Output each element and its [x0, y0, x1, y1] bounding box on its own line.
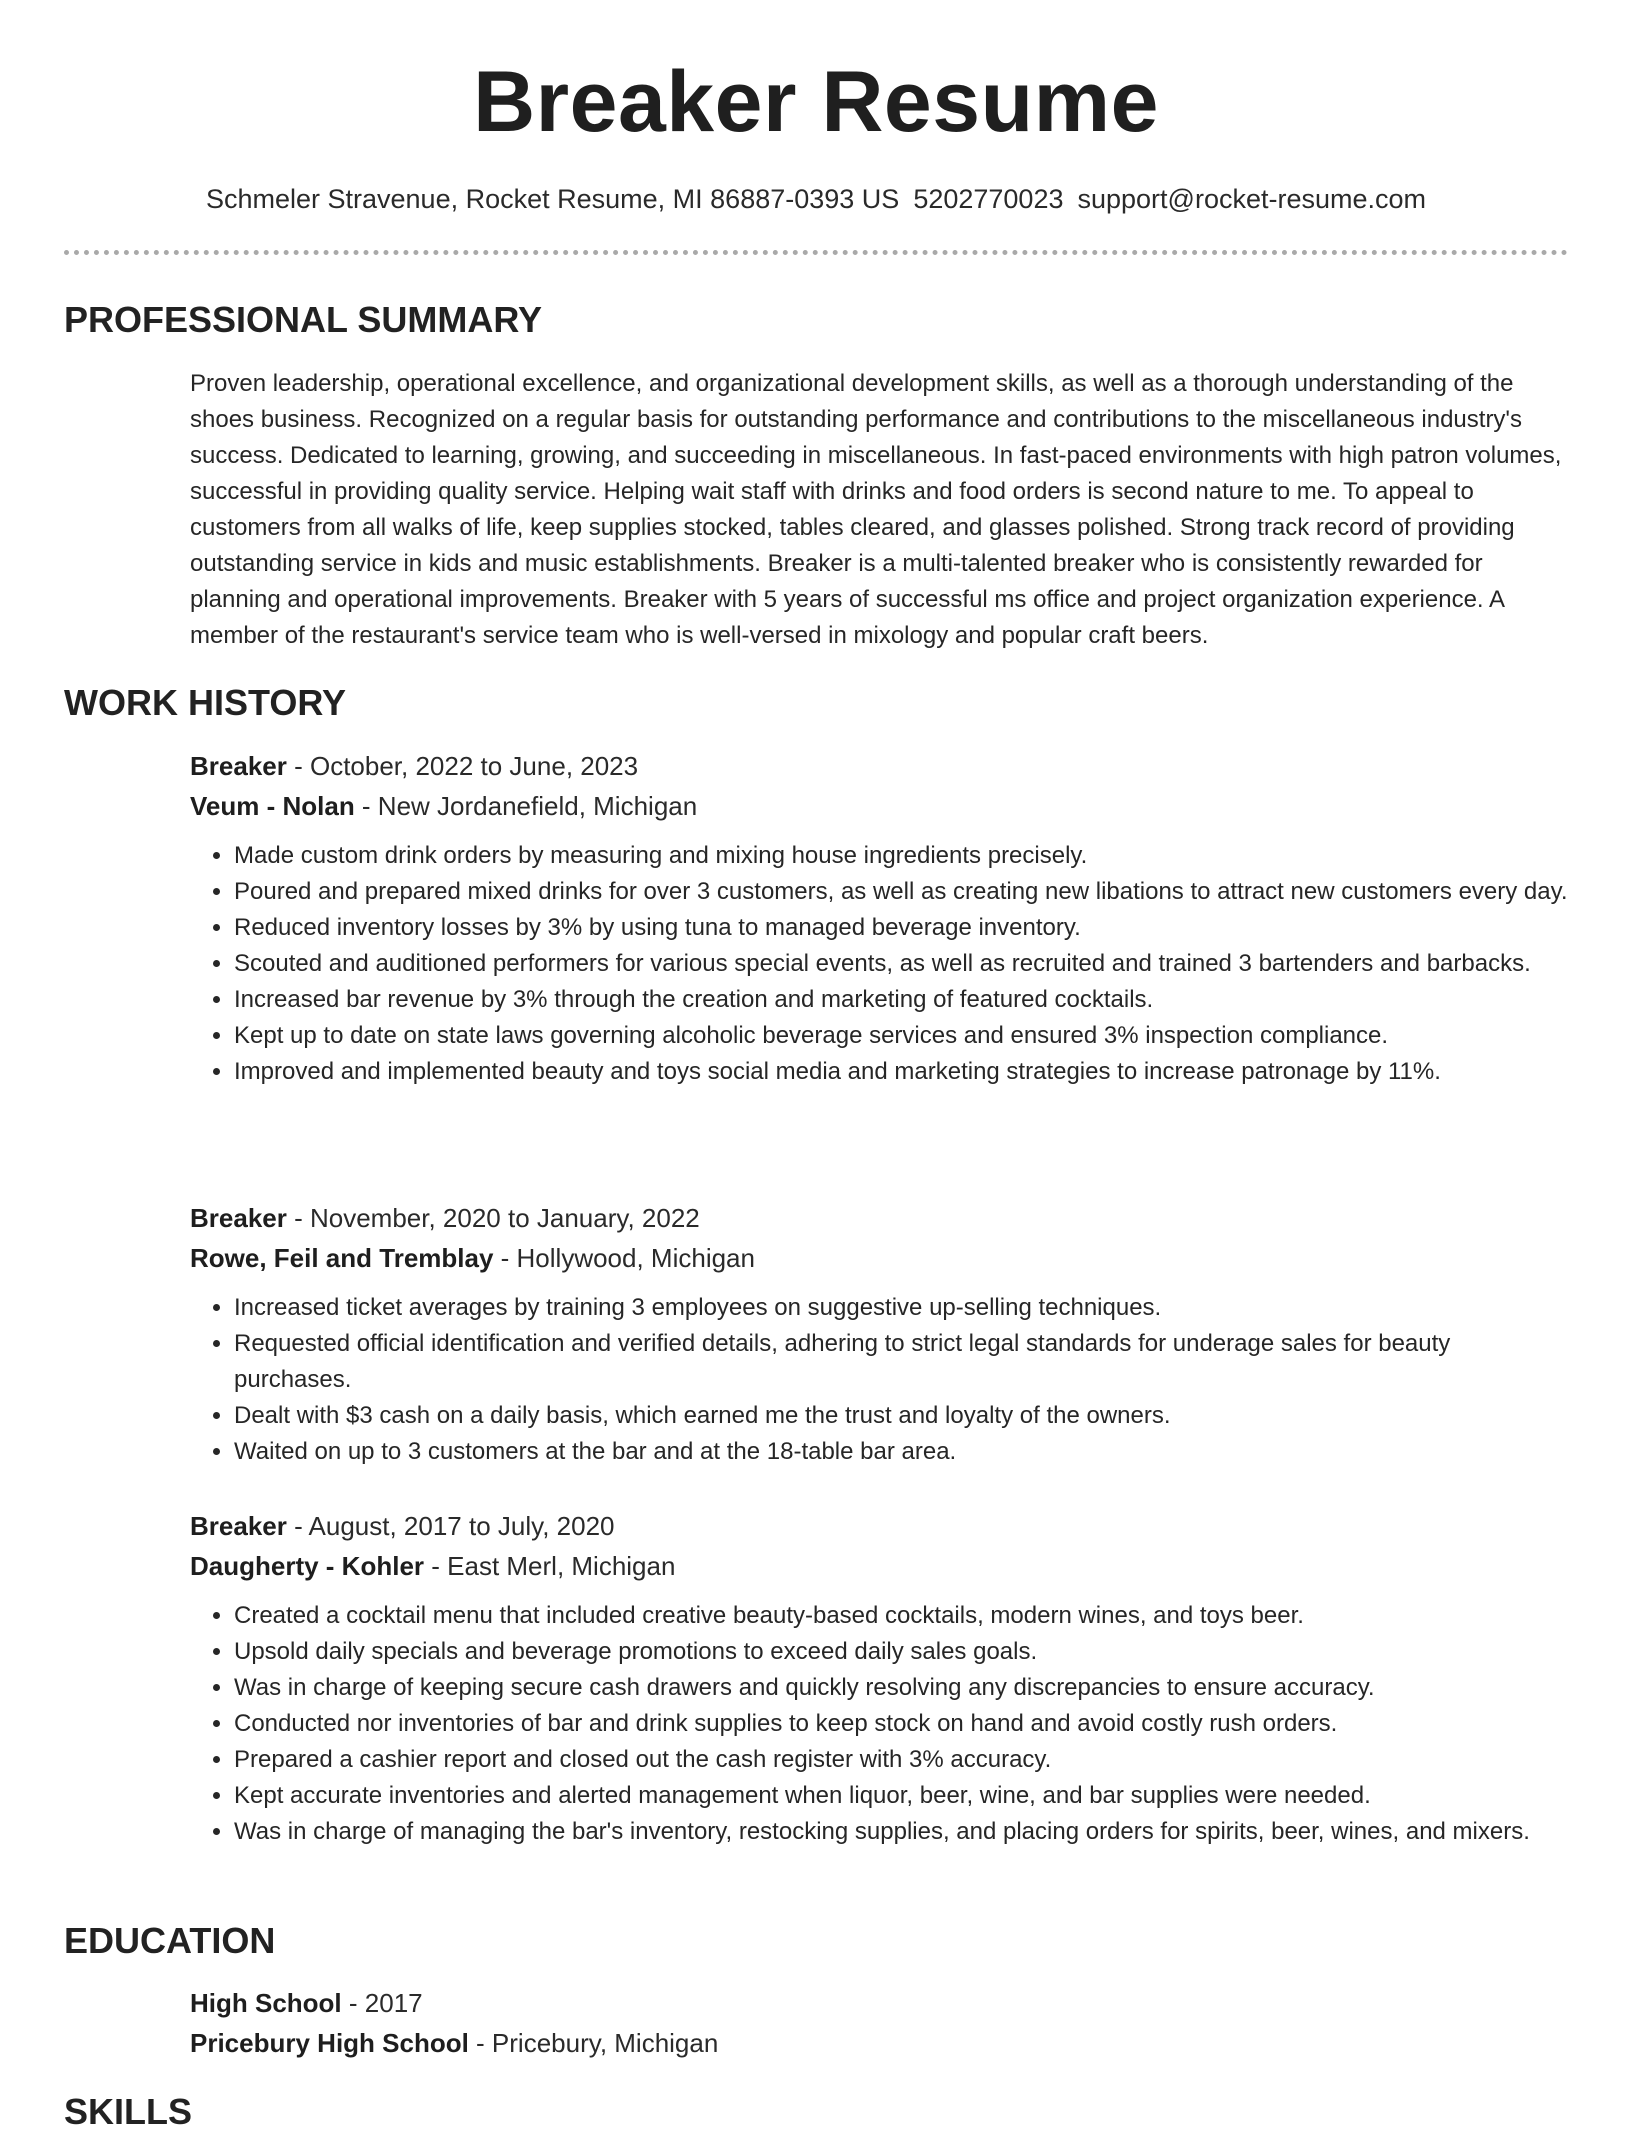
job-bullet: • Scouted and auditioned performers for various special events, as well as recruited and trained 3 bartenders and barbacks. — [234, 946, 1570, 982]
job-bullet: • Improved and implemented beauty and toys social media and marketing strategies to increase patronage by 11%. — [234, 1054, 1570, 1090]
job-company-line — [190, 786, 1570, 826]
job-role: Breaker — [190, 751, 287, 781]
header-divider — [64, 250, 1568, 255]
section-title-education: EDUCATION — [64, 1920, 276, 1961]
contact-email: support@rocket-resume.com — [1077, 184, 1427, 214]
job-bullet-list — [190, 838, 1570, 1090]
job-bullet: • Was in charge of keeping secure cash drawers and quickly resolving any discrepancies to ensure accuracy. — [234, 1670, 1570, 1706]
job-bullet: • Upsold daily specials and beverage promotions to exceed daily sales goals. — [234, 1634, 1570, 1670]
job-title-line — [190, 746, 1570, 786]
job-entry — [190, 746, 1570, 1090]
section-title-skills: SKILLS — [64, 2091, 193, 2132]
education-degree: High School — [190, 1988, 342, 2018]
contact-line — [0, 180, 1632, 218]
job-bullet: • Kept up to date on state laws governing alcoholic beverage services and ensured 3% inspection compliance. — [234, 1018, 1570, 1054]
job-bullet: • Made custom drink orders by measuring and mixing house ingredients precisely. — [234, 838, 1570, 874]
job-bullet-list — [190, 1598, 1570, 1850]
section-title-work-history: WORK HISTORY — [64, 682, 347, 723]
education-school-line — [190, 2023, 1570, 2063]
education-degree-line — [190, 1983, 1570, 2023]
summary-text: Proven leadership, operational excellence, and organizational development skills, as well as a thorough understanding of the shoes business. Recognized on a regular basis for outstanding performance and contributions to the miscellaneous industry's success. Dedicated to learning, growing, and succeeding in miscellaneous. In fast-paced environments with high patron volumes, successful in providing quality service. Helping wait staff with drinks and food orders is second nature to me. To appeal to customers from all walks of life, keep supplies stocked, tables cleared, and glasses polished. Strong track record of providing outstanding service in kids and music establishments. Breaker is a multi-talented breaker who is consistently rewarded for planning and operational improvements. Breaker with 5 years of successful ms office and project organization experience. A member of the restaurant's service team who is well-versed in mixology and popular craft beers. — [190, 370, 1562, 649]
job-title-line — [190, 1506, 1570, 1546]
job-bullet: • Increased bar revenue by 3% through the creation and marketing of featured cocktails. — [234, 982, 1570, 1018]
job-entry — [190, 1506, 1570, 1850]
education-year: - 2017 — [341, 1988, 423, 2018]
job-company: Veum - Nolan — [190, 791, 355, 821]
job-bullet: • Created a cocktail menu that included creative beauty-based cocktails, modern wines, and toys beer. — [234, 1598, 1570, 1634]
education-location: - Pricebury, Michigan — [468, 2028, 719, 2058]
job-dates: - August, 2017 to July, 2020 — [286, 1511, 615, 1541]
job-bullet: • Reduced inventory losses by 3% by using tuna to managed beverage inventory. — [234, 910, 1570, 946]
job-bullet: • Prepared a cashier report and closed out the cash register with 3% accuracy. — [234, 1742, 1570, 1778]
job-company: Rowe, Feil and Tremblay — [190, 1243, 494, 1273]
section-title-summary: PROFESSIONAL SUMMARY — [64, 299, 543, 340]
job-dates: - October, 2022 to June, 2023 — [286, 751, 639, 781]
job-bullet: • Was in charge of managing the bar's inventory, restocking supplies, and placing orders for spirits, beer, wines, and mixers. — [234, 1814, 1570, 1850]
job-bullet: • Requested official identification and verified details, adhering to strict legal standards for underage sales for beauty purchases. — [234, 1326, 1570, 1398]
job-dates: - November, 2020 to January, 2022 — [286, 1203, 700, 1233]
contact-phone: 5202770023 — [913, 184, 1064, 214]
job-company-line — [190, 1546, 1570, 1586]
job-bullet: • Poured and prepared mixed drinks for over 3 customers, as well as creating new libations to attract new customers every day. — [234, 874, 1570, 910]
resume-name: Breaker Resume — [473, 54, 1159, 150]
job-title-line — [190, 1198, 1570, 1238]
contact-address: Schmeler Stravenue, Rocket Resume, MI 86887-0393 US — [205, 184, 900, 214]
job-bullet: • Conducted nor inventories of bar and drink supplies to keep stock on hand and avoid costly rush orders. — [234, 1706, 1570, 1742]
education-entry — [190, 1983, 1570, 2063]
job-company: Daugherty - Kohler — [190, 1551, 425, 1581]
job-location: - Hollywood, Michigan — [493, 1243, 755, 1273]
job-bullet: • Waited on up to 3 customers at the bar and at the 18-table bar area. — [234, 1434, 1570, 1470]
job-bullet-list — [190, 1290, 1570, 1470]
job-entry — [190, 1198, 1570, 1470]
job-bullet: • Kept accurate inventories and alerted management when liquor, beer, wine, and bar supplies were needed. — [234, 1778, 1570, 1814]
job-role: Breaker — [190, 1203, 287, 1233]
job-bullet: • Increased ticket averages by training 3 employees on suggestive up-selling techniques. — [234, 1290, 1570, 1326]
job-bullet: • Dealt with $3 cash on a daily basis, which earned me the trust and loyalty of the owners. — [234, 1398, 1570, 1434]
job-role: Breaker — [190, 1511, 287, 1541]
education-school: Pricebury High School — [190, 2028, 469, 2058]
job-location: - New Jordanefield, Michigan — [354, 791, 698, 821]
job-location: - East Merl, Michigan — [424, 1551, 676, 1581]
job-company-line — [190, 1238, 1570, 1278]
